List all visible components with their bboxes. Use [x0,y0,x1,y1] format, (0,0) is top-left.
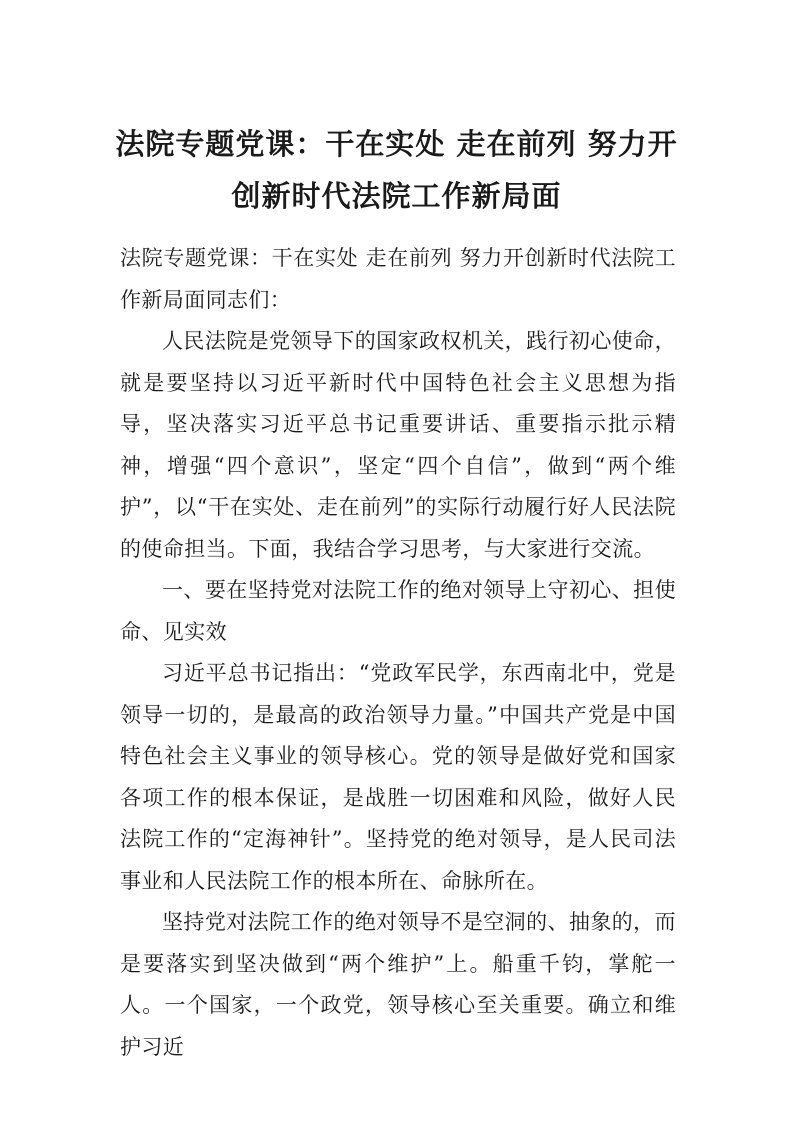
section-heading: 一、要在坚持党对法院工作的绝对领导上守初心、担使命、见实效 [120,578,676,644]
document-body [120,238,676,1068]
body-paragraph: 人民法院是党领导下的国家政权机关，践行初心使命，就是要坚持以习近平新时代中国特色社会主义思想为指导，坚决落实习近平总书记重要讲话、重要指示批示精神，增强“四个意识”，坚定“四个自信”，做到“两个维护”，以“干在实处、走在前列”的实际行动履行好人民法院的使命担当。下面，我结合学习思考，与大家进行交流。 [120,329,676,561]
body-paragraph: 坚持党对法院工作的绝对领导不是空洞的、抽象的，而是要落实到坚决做到“两个维护”上。船重千钧，掌舵一人。一个国家，一个政党，领导核心至关重要。确立和维护习近 [120,910,676,1059]
opening-paragraph: 法院专题党课：干在实处 走在前列 努力开创新时代法院工作新局面同志们： [120,246,676,312]
body-paragraph: 习近平总书记指出：“党政军民学，东西南北中，党是领导一切的，是最高的政治领导力量。”中国共产党是中国特色社会主义事业的领导核心。党的领导是做好党和国家各项工作的根本保证，是战胜一切困难和风险，做好人民法院工作的“定海神针”。坚持党的绝对领导，是人民司法事业和人民法院工作的根本所在、命脉所在。 [120,661,676,893]
document-title: 法院专题党课：干在实处 走在前列 努力开创新时代法院工作新局面 [115,127,678,213]
